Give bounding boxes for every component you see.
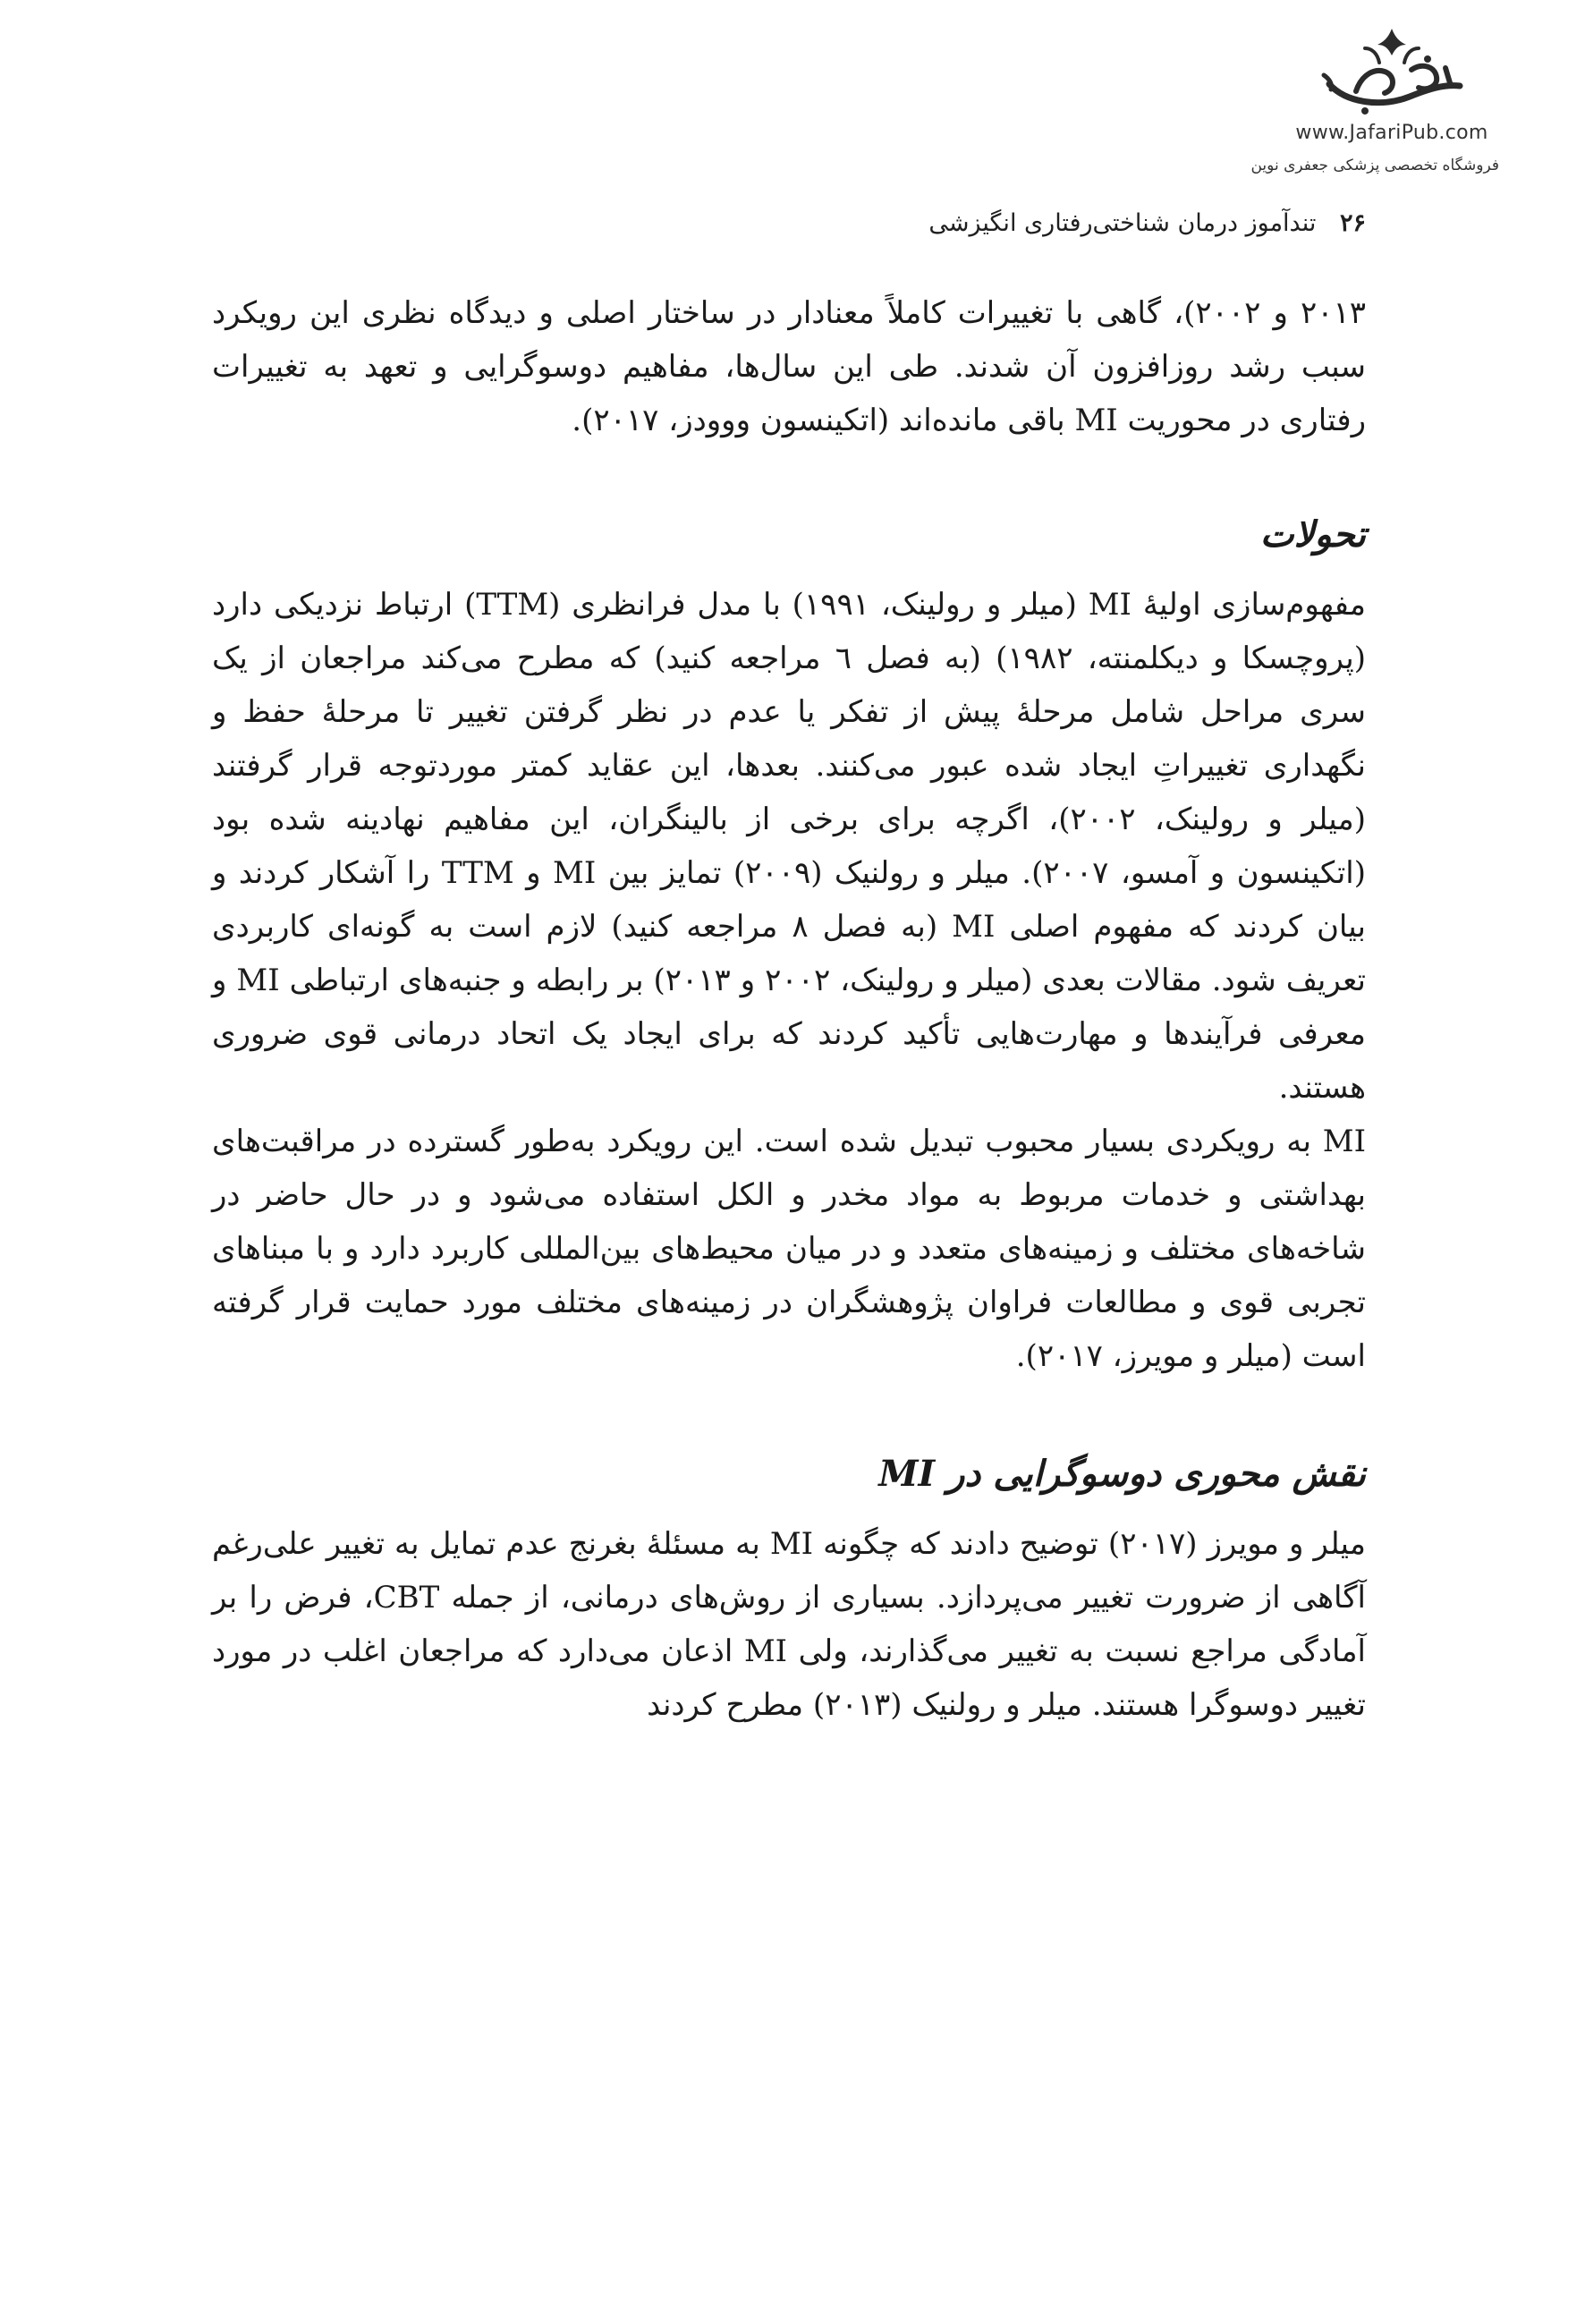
jafaripub-logo-icon [1302, 21, 1481, 120]
book-title: تندآموز درمان شناختی‌رفتاری انگیزشی [928, 209, 1317, 237]
publisher-logo [1250, 21, 1499, 174]
page-content [212, 286, 1366, 1732]
paragraph: MI به رویکردی بسیار محبوب تبدیل شده است. این رویکرد به‌طور گسترده در مراقبت‌های بهداشتی و خدمات مربوط به مواد مخدر و الکل استفاده می‌شود و در حال حاضر در شاخه‌های مختلف و زمینه‌های متعدد و در میان محیط‌های بین‌المللی کاربرد دارد و با مبناهای تجربی قوی و مطالعات فراوان پژوهشگران در زمینه‌های مختلف مورد حمایت قرار گرفته است (میلر و مویرز، ۲۰۱۷). [212, 1124, 1366, 1374]
paragraph: مفهوم‌سازی اولیهٔ MI (میلر و رولینک، ۱۹۹۱) با مدل فرانظری (TTM) ارتباط نزدیکی دارد (پروچسکا و دیکلمنته، ۱۹۸۲) (به فصل ٦ مراجعه کنید) که مطرح می‌کند مراجعان از یک سری مراحل شامل مرحلهٔ پیش از تفکر یا عدم در نظر گرفتن تغییر تا مرحلهٔ حفظ و نگهداری تغییراتِ ایجاد شده عبور می‌کنند. بعدها، این عقاید کمتر موردتوجه قرار گرفتند (میلر و رولینک، ۲۰۰۲)، اگرچه برای برخی از بالینگران، این مفاهیم نهادینه شده بود (اتکینسون و آمسو، ۲۰۰۷). میلر و رولنیک (۲۰۰۹) تمایز بین MI و TTM را آشکار کردند و بیان کردند که مفهوم اصلی MI (به فصل ۸ مراجعه کنید) لازم است به گونه‌ای کاربردی تعریف شود. مقالات بعدی (میلر و رولینک، ۲۰۰۲ و ۲۰۱۳) بر رابطه و جنبه‌های ارتباطی MI و معرفی فرآیندها و مهارت‌هایی تأکید کردند که برای ایجاد یک اتحاد درمانی قوی ضروری هستند. [212, 587, 1367, 1106]
section-heading-ambivalence: نقش محوری دوسوگرایی در MI [878, 1453, 1366, 1495]
section-heading-developments: تحولات [1259, 513, 1366, 556]
page-number: ۲۶ [1339, 209, 1366, 237]
paragraph: میلر و مویرز (۲۰۱۷) توضیح دادند که چگونه MI به مسئلهٔ بغرنج عدم تمایل به تغییر علی‌رغم آگاهی از ضرورت تغییر می‌پردازد. بسیاری از روش‌های درمانی، از جمله CBT، فرض را بر آمادگی مراجع نسبت به تغییر می‌گذارند، ولی MI اذعان می‌دارد که مراجعان اغلب در مورد تغییر دوسوگرا هستند. میلر و رولنیک (۲۰۱۳) مطرح کردند [212, 1526, 1367, 1723]
running-header [928, 209, 1366, 237]
paragraph: ۲۰۱۳ و ۲۰۰۲)، گاهی با تغییرات کاملاً معنادار در ساختار اصلی و دیدگاه نظری این رویکرد سبب رشد روزافزون آن شدند. طی این سال‌ها، مفاهیم دوسوگرایی و تعهد به تغییرات رفتاری در محوریت MI باقی مانده‌اند (اتکینسون ووودز، ۲۰۱۷). [212, 295, 1366, 438]
publisher-store-name: فروشگاه تخصصی پزشکی جعفری نوین [1250, 157, 1499, 174]
publisher-url: www.JafariPub.com [1295, 122, 1488, 144]
